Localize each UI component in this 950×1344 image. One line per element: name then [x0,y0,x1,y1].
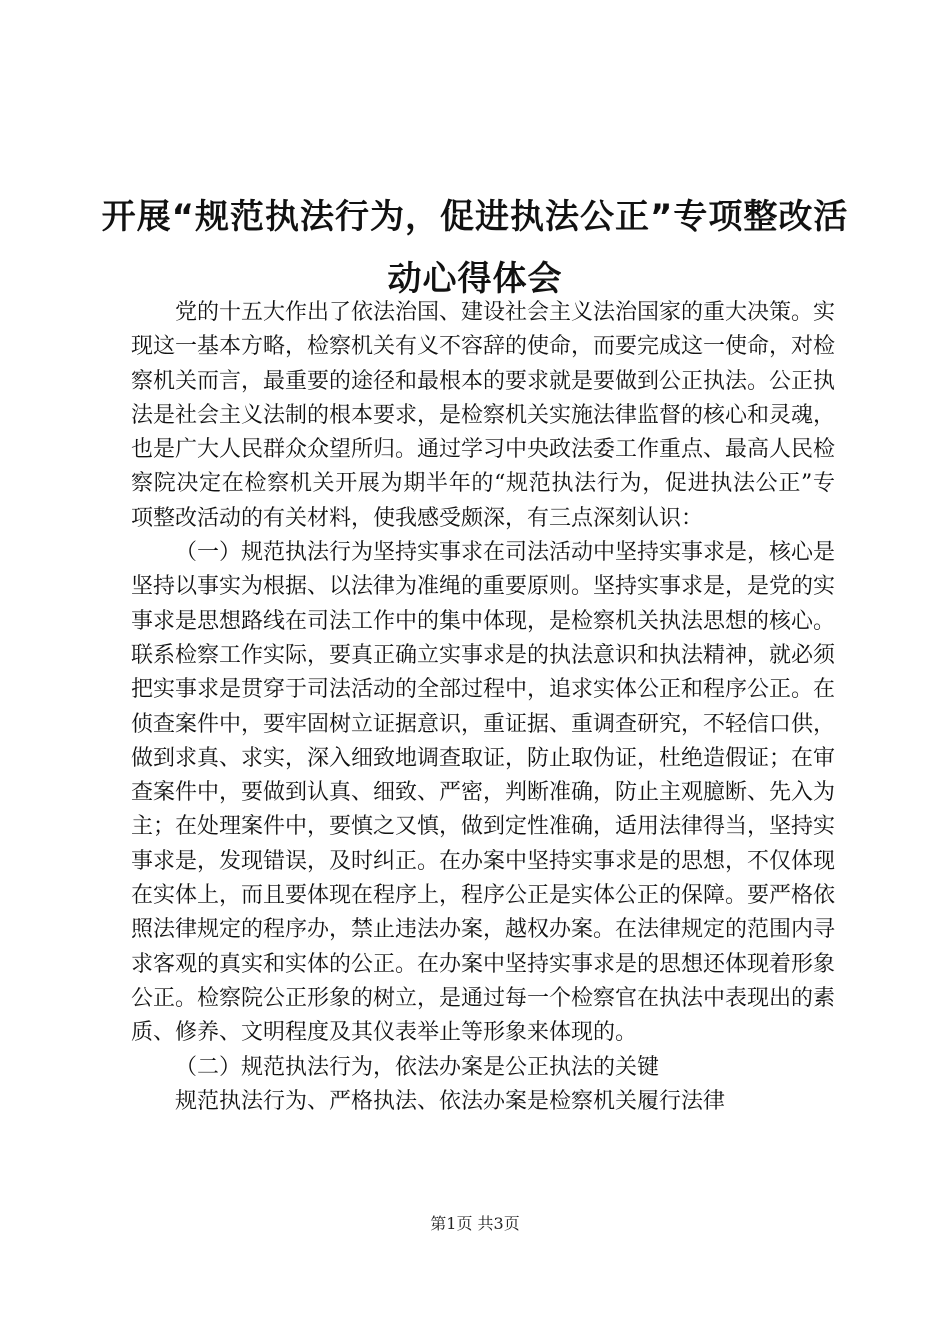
page-footer: 第1页 共3页 [430,1214,520,1233]
paragraph-intro: 党的十五大作出了依法治国、建设社会主义法治国家的重大决策。实现这一基本方略，检察机关有义不容辞的使命，而要完成这一使命，对检察机关而言，最重要的途径和最根本的要求就是要做到公正执法。公正执法是社会主义法制的根本要求，是检察机关实施法律监督的核心和灵魂，也是广大人民群众众望所归。通过学习中央政法委工作重点、最高人民检察院决定在检察机关开展为期半年的“规范执法行为，促进执法公正”专项整改活动的有关材料，使我感受颇深，有三点深刻认识： [131,300,836,531]
paragraph-section-2-heading: （二）规范执法行为，依法办案是公正执法的关键 [175,1054,660,1080]
document-body [131,296,835,1119]
document-title: 开展“规范执法行为，促进执法公正”专项整改活动心得体会 [101,197,849,299]
paragraph-section-2-start: 规范执法行为、严格执法、依法办案是检察机关履行法律 [175,1088,726,1114]
paragraph-section-1: （一）规范执法行为坚持实事求在司法活动中坚持实事求是，核心是坚持以事实为根据、以法律为准绳的重要原则。坚持实事求是，是党的实事求是思想路线在司法工作中的集中体现，是检察机关执法思想的核心。联系检察工作实际，要真正确立实事求是的执法意识和执法精神，就必须把实事求是贯穿于司法活动的全部过程中，追求实体公正和程序公正。在侦查案件中，要牢固树立证据意识，重证据、重调查研究，不轻信口供，做到求真、求实，深入细致地调查取证，防止取伪证，杜绝造假证；在审查案件中，要做到认真、细致、严密，判断准确，防止主观臆断、先入为主；在处理案件中，要慎之又慎，做到定性准确，适用法律得当，坚持实事求是，发现错误，及时纠正。在办案中坚持实事求是的思想，不仅体现在实体上，而且要体现在程序上，程序公正是实体公正的保障。要严格依照法律规定的程序办，禁止违法办案，越权办案。在法律规定的范围内寻求客观的真实和实体的公正。在办案中坚持实事求是的思想还体现着形象公正。检察院公正形象的树立，是通过每一个检察官在执法中表现出的素质、修养、文明程度及其仪表举止等形象来体现的。 [131,540,836,1046]
